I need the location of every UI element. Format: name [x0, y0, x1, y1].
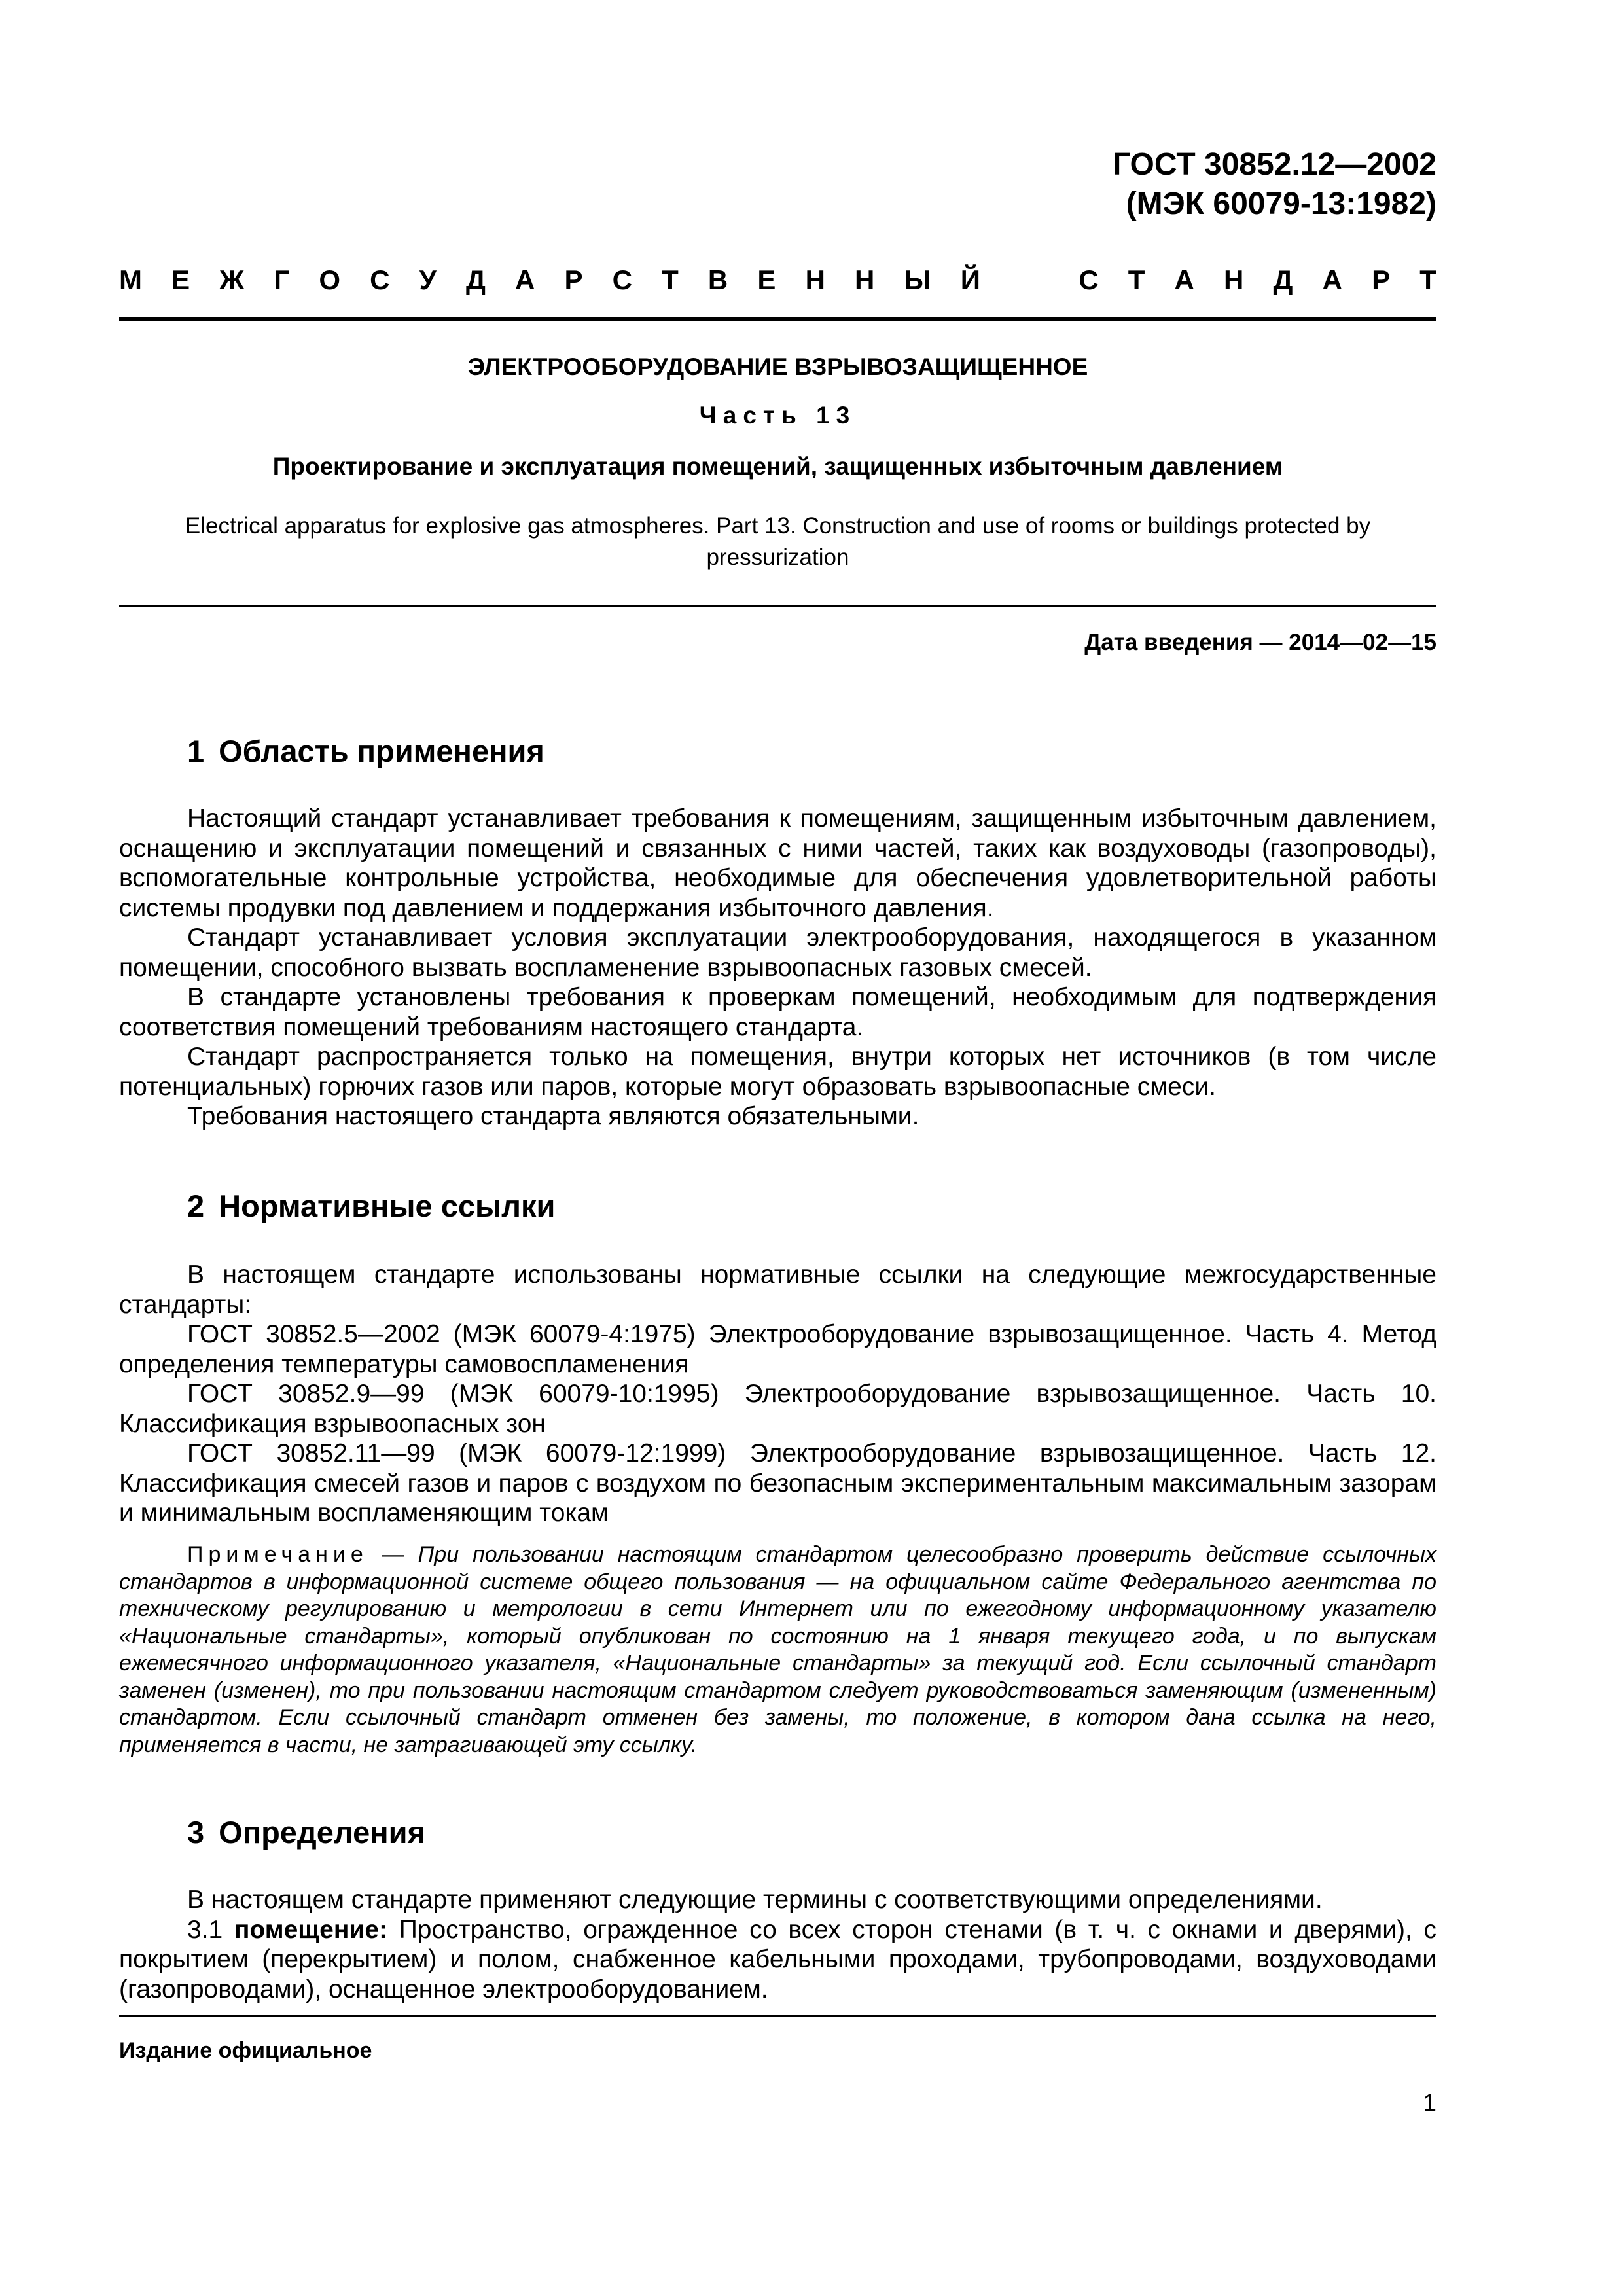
letter: Е	[757, 264, 776, 295]
letter: Р	[1372, 264, 1391, 295]
note-text: — При пользовании настоящим стандартом целесообразно проверить действие ссылочных стандартов в информационной системе общего пользования — на официальном сайте Федерального агентства по техническому регулированию и метрологии в сети Интернет или по ежегодному информационному указателю «Национальные стандарты», который опубликован по состоянию на 1 января текущего года, и по выпускам ежемесячного информационного указателя, «Национальные стандарты» за текущий год. Если ссылочный стандарт заменен (изменен), то при пользовании настоящим стандартом следует руководствоваться заменяющим (измененным) стандартом. Если ссылочный стандарт отменен без замены, то положение, в котором дана ссылка на него, применяется в части, не затрагивающей эту ссылку.	[119, 1542, 1436, 1757]
standard-type-heading	[119, 260, 1436, 300]
section-2-body	[119, 1260, 1436, 1528]
section-number: 2	[187, 1189, 205, 1223]
letter: А	[515, 264, 535, 295]
paragraph: Стандарт распространяется только на помещения, внутри которых нет источников (в том числе потенциальных) горючих газов или паров, которые могут образовать взрывоопасные смеси.	[119, 1043, 1436, 1101]
section-title: Определения	[219, 1815, 425, 1850]
letter: С	[1079, 264, 1099, 295]
document-number-gost: ГОСТ 30852.12—2002	[1112, 147, 1436, 182]
letter: У	[419, 264, 437, 295]
edition-label: Издание официальное	[119, 2038, 372, 2063]
document-subtitle: Проектирование и эксплуатация помещений, защищенных избыточным давлением	[272, 453, 1283, 480]
paragraph: В настоящем стандарте использованы нормативные ссылки на следующие межгосударственные стандарты:	[119, 1261, 1436, 1319]
letter: Й	[960, 264, 980, 295]
letter: Р	[564, 264, 583, 295]
section-3-body	[119, 1885, 1436, 2004]
letter: А	[1322, 264, 1342, 295]
reference-item: ГОСТ 30852.11—99 (МЭК 60079-12:1999) Электрооборудование взрывозащищенное. Часть 12. Классификация смесей газов и паров с воздухом по безопасным экспериментальным максимальным зазорам и минимальным воспламеняющим токам	[119, 1439, 1436, 1527]
paragraph: Стандарт устанавливает условия эксплуатации электрооборудования, находящегося в указанном помещении, способного вызвать воспламенение взрывоопасных газовых смесей.	[119, 924, 1436, 982]
letter: С	[370, 264, 390, 295]
letter: Н	[855, 264, 875, 295]
header-divider	[119, 317, 1436, 321]
section-1-heading	[187, 732, 544, 771]
section-3-heading	[187, 1813, 425, 1852]
letter: Д	[465, 264, 486, 295]
letter: Ж	[219, 264, 245, 295]
word-gap	[1010, 260, 1049, 300]
section-2-heading	[187, 1187, 555, 1226]
letter: А	[1174, 264, 1194, 295]
note	[119, 1541, 1436, 1759]
letter: Н	[1224, 264, 1244, 295]
definition-item	[119, 1915, 1436, 2005]
letter: Н	[805, 264, 825, 295]
definition-term: помещение:	[234, 1915, 388, 1944]
letter: Т	[662, 264, 679, 295]
introduction-date: Дата введения — 2014—02—15	[1084, 630, 1436, 655]
page-number: 1	[1423, 2089, 1436, 2116]
section-1-body	[119, 804, 1436, 1132]
letter: В	[707, 264, 728, 295]
document-number	[1113, 145, 1436, 224]
note-label: Примечание	[187, 1542, 368, 1567]
paragraph: Настоящий стандарт устанавливает требования к помещениям, защищенным избыточным давлением, оснащению и эксплуатации помещений и связанных с ними частей, таких как воздуховоды (газопроводы), вспомогательные контрольные устройства, необходимые для обеспечения удовлетворительной работы системы продувки под давлением и поддержания избыточного давления.	[119, 804, 1436, 922]
letter: Ы	[904, 264, 931, 295]
section-number: 1	[187, 734, 205, 768]
document-title: ЭЛЕКТРООБОРУДОВАНИЕ ВЗРЫВОЗАЩИЩЕННОЕ	[467, 353, 1088, 380]
letter: Е	[171, 264, 190, 295]
english-title: Electrical apparatus for explosive gas atmospheres. Part 13. Construction and use of rooms or buildings protected by pressurization	[185, 513, 1371, 570]
section-title: Область применения	[219, 734, 544, 768]
letter: С	[612, 264, 632, 295]
letter: М	[119, 264, 142, 295]
letter: Д	[1273, 264, 1293, 295]
document-part: Часть 13	[699, 402, 857, 429]
letter: О	[319, 264, 341, 295]
paragraph: В стандарте установлены требования к проверкам помещений, необходимым для подтверждения соответствия помещений требованиям настоящего стандарта.	[119, 983, 1436, 1041]
footer-divider	[119, 2015, 1436, 2017]
letter: Т	[1419, 264, 1436, 295]
paragraph: В настоящем стандарте применяют следующие термины с соответствующими определениями.	[187, 1886, 1323, 1914]
title-divider	[119, 605, 1436, 607]
reference-item: ГОСТ 30852.5—2002 (МЭК 60079-4:1975) Электрооборудование взрывозащищенное. Часть 4. Метод определения температуры самовоспламенения	[119, 1320, 1436, 1378]
document-number-iec: (МЭК 60079-13:1982)	[1126, 187, 1436, 221]
section-number: 3	[187, 1815, 205, 1850]
section-title: Нормативные ссылки	[219, 1189, 556, 1223]
letter: Т	[1128, 264, 1145, 295]
paragraph: Требования настоящего стандарта являются обязательными.	[187, 1102, 919, 1130]
letter: Г	[274, 264, 290, 295]
definition-text: Пространство, огражденное со всех сторон стенами (в т. ч. с окнами и дверями), с покрытием (перекрытием) и полом, снабженное кабельными проходами, трубопроводами, воздуховодами (газопроводами), оснащенное электрооборудованием.	[119, 1915, 1436, 2003]
definition-number: 3.1	[187, 1915, 223, 1944]
reference-item: ГОСТ 30852.9—99 (МЭК 60079-10:1995) Электрооборудование взрывозащищенное. Часть 10. Классификация взрывоопасных зон	[119, 1380, 1436, 1438]
